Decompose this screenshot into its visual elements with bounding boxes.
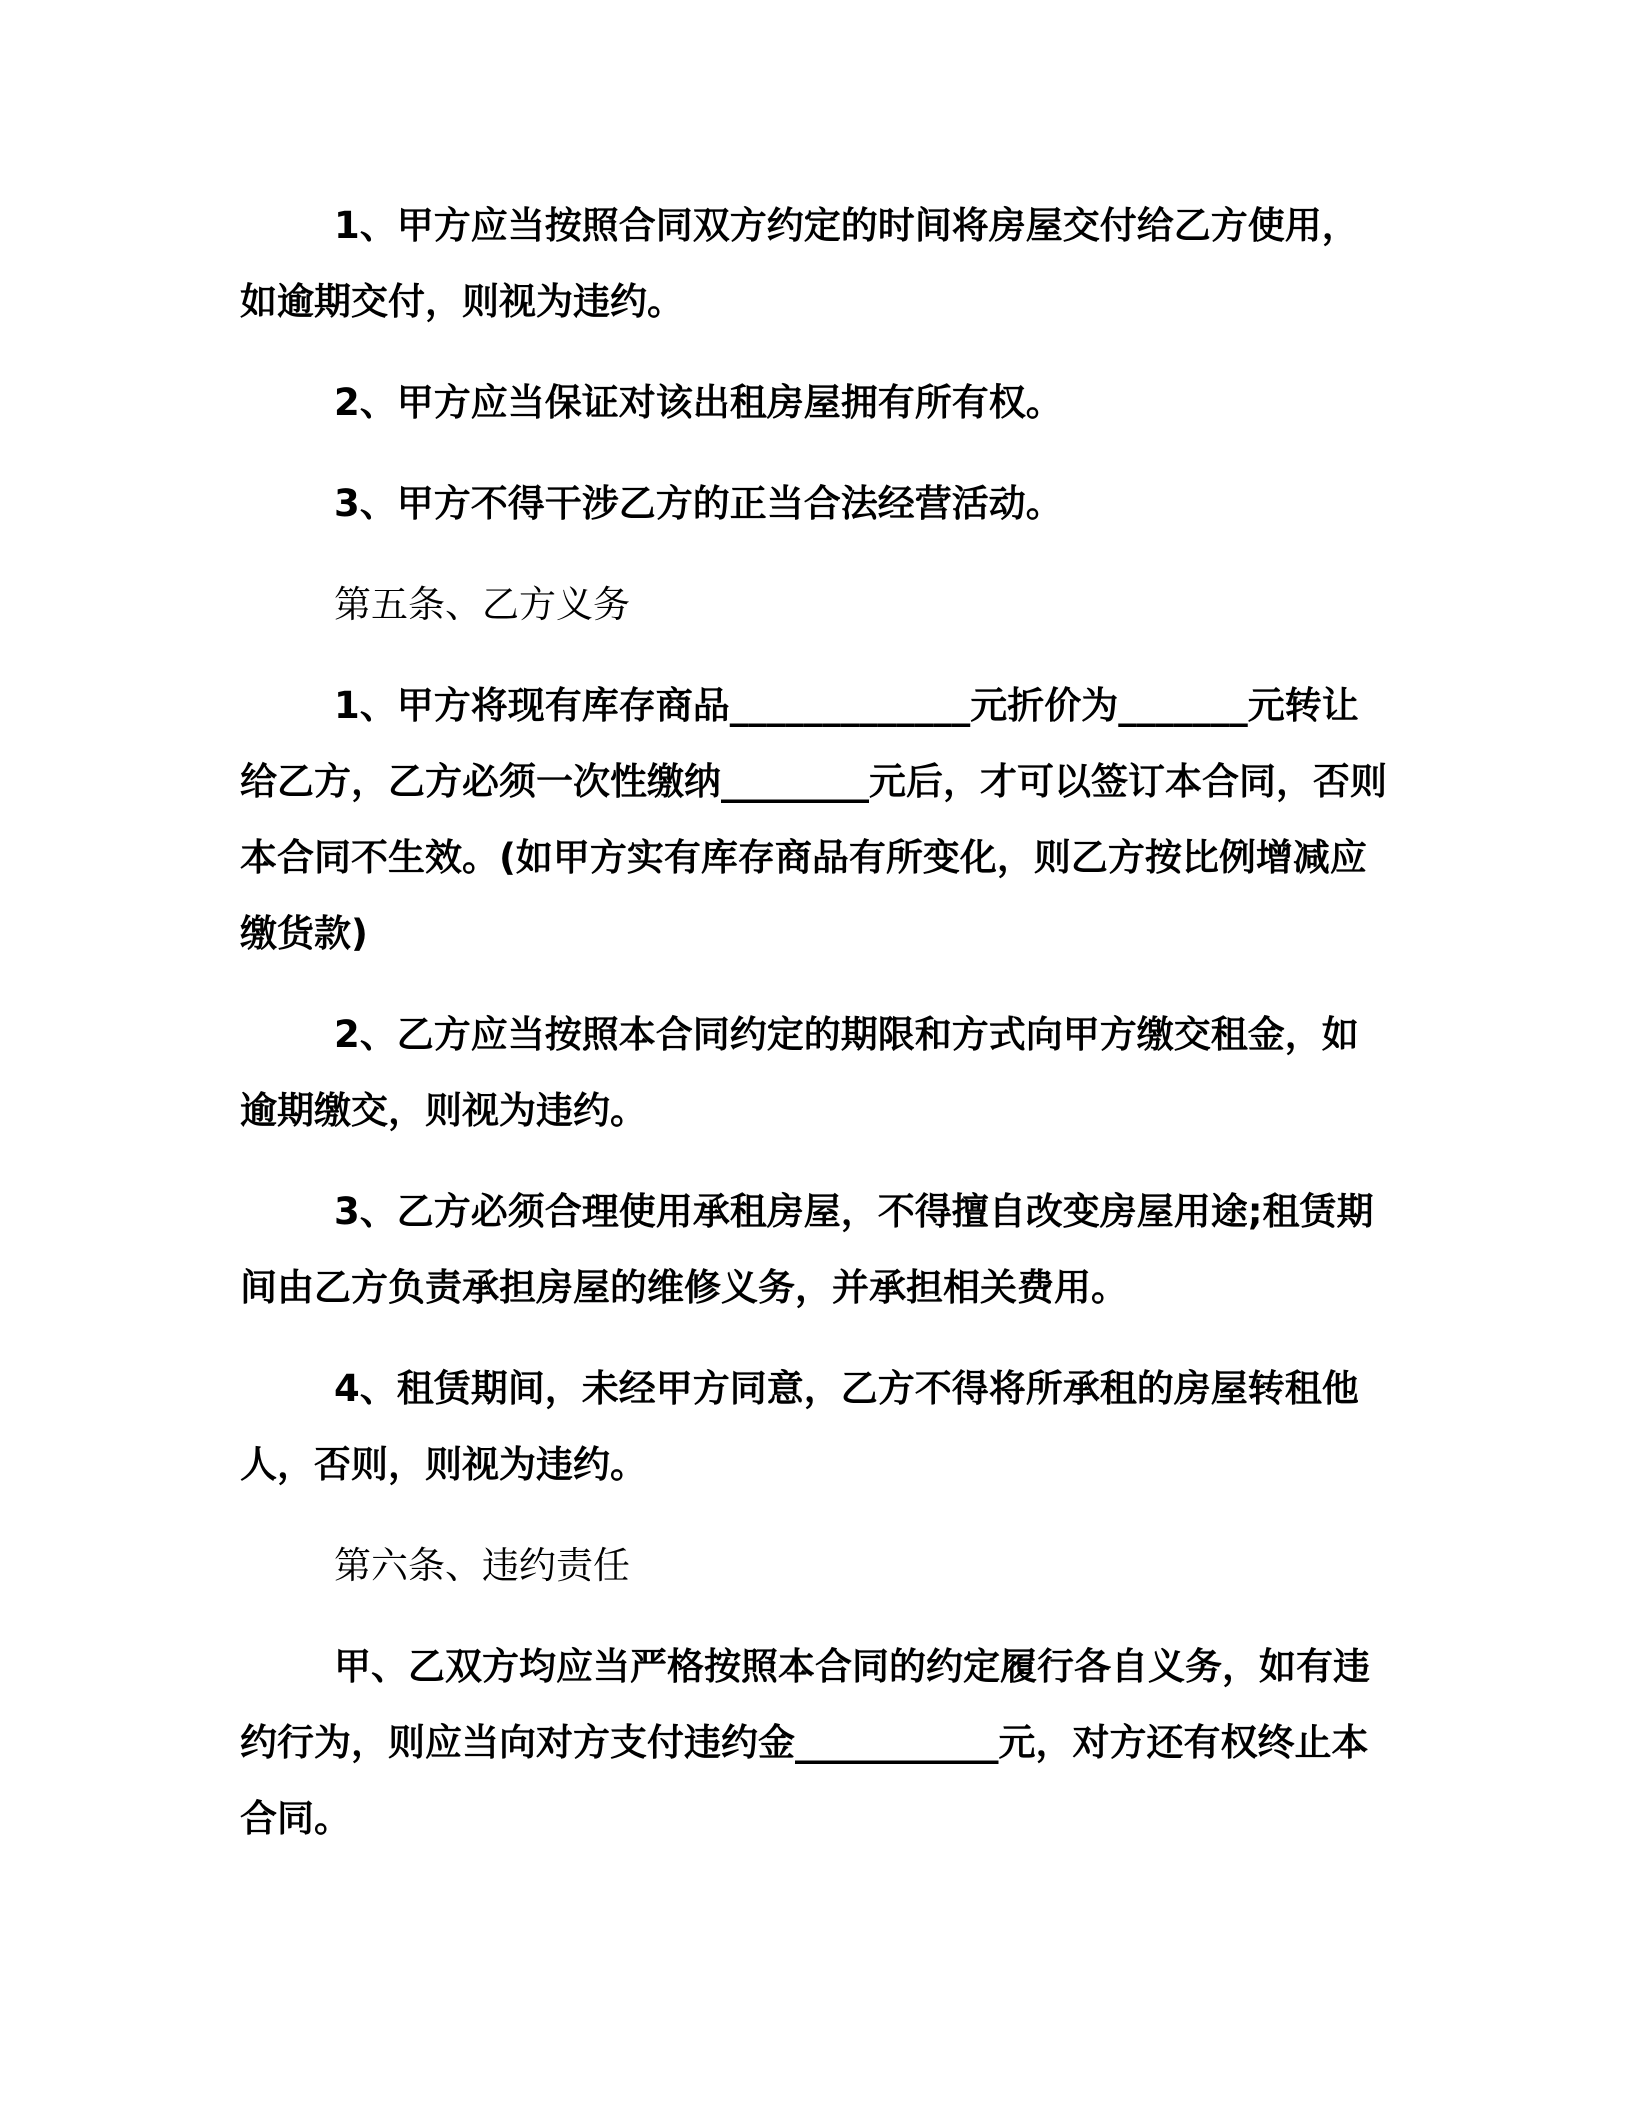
- paragraph-proper-use: 3、乙方必须合理使用承租房屋，不得擅自改变房屋用途;租赁期间由乙方负责承担房屋的维修义务，并承担相关费用。: [240, 1190, 1374, 1309]
- section-heading-article-6: 第六条、违约责任: [334, 1544, 630, 1587]
- document-body: [240, 188, 1390, 1857]
- paragraph-breach-liability: 甲、乙双方均应当严格按照本合同的约定履行各自义务，如有违约行为，则应当向对方支付违约金___________元，对方还有权终止本合同。: [240, 1645, 1370, 1840]
- paragraph-party-a-non-interference: 3、甲方不得干涉乙方的正当合法经营活动。: [334, 482, 1063, 525]
- section-heading-article-5: 第五条、乙方义务: [334, 583, 630, 626]
- paragraph-party-a-ownership: 2、甲方应当保证对该出租房屋拥有所有权。: [334, 381, 1063, 424]
- paragraph-no-sublease: 4、租赁期间，未经甲方同意，乙方不得将所承租的房屋转租他人，否则，则视为违约。: [240, 1367, 1359, 1486]
- paragraph-party-a-delivery: 1、甲方应当按照合同双方约定的时间将房屋交付给乙方使用，如逾期交付，则视为违约。: [240, 204, 1359, 323]
- paragraph-inventory-transfer: 1、甲方将现有库存商品_____________元折价为_______元转让给乙方，乙方必须一次性缴纳________元后，才可以签订本合同，否则本合同不生效。(如甲方实有库存商品有所变化，则乙方按比例增减应缴货款): [240, 684, 1387, 955]
- paragraph-rent-payment: 2、乙方应当按照本合同约定的期限和方式向甲方缴交租金，如逾期缴交，则视为违约。: [240, 1013, 1359, 1132]
